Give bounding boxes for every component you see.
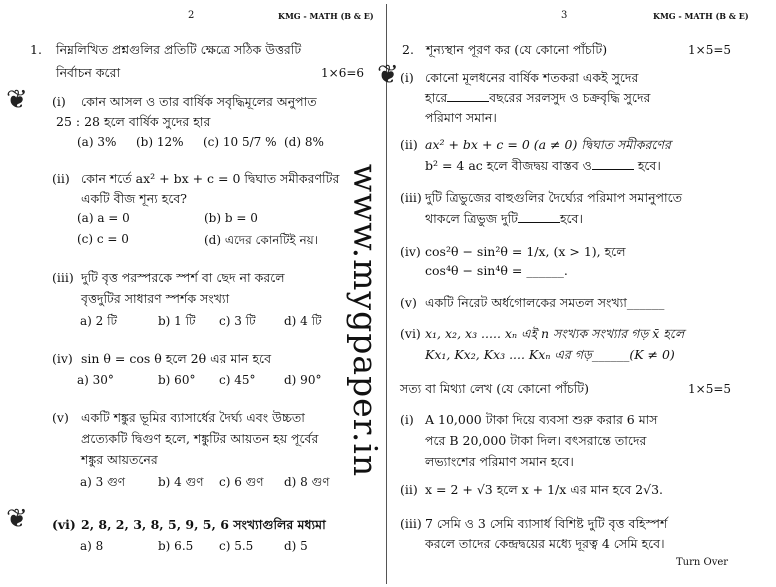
q1-vi-line1: 2, 8, 2, 3, 8, 5, 9, 5, 6 সংখ্যাগুলির মধ্যমা xyxy=(81,517,326,532)
q3-ii-number: (ii) xyxy=(400,482,418,497)
q2-v-number: (v) xyxy=(400,295,417,310)
q3-iii-line2: করলে তাদের কেন্দ্রদ্বয়ের মধ্যে দূরত্ব 4 সেমি হবে। xyxy=(425,536,665,551)
q1-ii-option-c: (c) c = 0 xyxy=(77,232,129,246)
q1-v-number: (v) xyxy=(52,410,69,425)
q2-i-line3: পরিমাণ সমান। xyxy=(425,110,497,125)
q1-vi-number: (vi) xyxy=(52,517,76,532)
q1-text-line1: নিম্নলিখিত প্রশ্নগুলির প্রতিটি ক্ষেত্রে সঠিক উত্তরটি xyxy=(56,42,302,57)
q2-i-line2: হারে বছরের সরলসুদ ও চক্রবৃদ্ধি সুদের xyxy=(425,90,651,105)
q1-vi-option-a: a) 8 xyxy=(80,539,104,553)
header-right: KMG - MATH (B & E) xyxy=(653,11,749,21)
q3-i-number: (i) xyxy=(400,412,414,427)
q1-vi-option-c: c) 5.5 xyxy=(219,539,254,553)
q1-number: 1. xyxy=(30,42,42,57)
q1-i-option-d: (d) 8% xyxy=(284,135,324,149)
q1-iv-option-a: a) 30° xyxy=(77,373,114,387)
q1-ii-number: (ii) xyxy=(52,171,70,186)
q1-iii-line2: বৃত্তদুটির সাধারণ স্পর্শক সংখ্যা xyxy=(81,291,230,306)
q2-iii-line1: দুটি ত্রিভুজের বাহুগুলির দৈর্ঘ্যের পরিমাপ সমানুপাতে xyxy=(425,190,683,205)
q3-ii-line1: x = 2 + √3 হলে x + 1/x এর মান হবে 2√3. xyxy=(425,482,663,497)
page-divider xyxy=(386,4,387,584)
q1-ii-line2: একটি বীজ শূন্য হবে? xyxy=(81,191,188,206)
handwritten-tick-mark: ❦ xyxy=(377,60,399,90)
q1-i-line2: 25 : 28 হলে বার্ষিক সুদের হার xyxy=(56,114,211,129)
q1-iv-line1: sin θ = cos θ হলে 2θ এর মান হবে xyxy=(81,351,272,366)
q2-i-number: (i) xyxy=(400,70,414,85)
q1-vi-option-b: b) 6.5 xyxy=(158,539,194,553)
handwritten-tick-mark: ❦ xyxy=(6,85,28,115)
q2-vi-line1: x₁, x₂, x₃ ..... xₙ এই n সংখ্যক সংখ্যার গড় x̄ হলে xyxy=(425,326,685,341)
q1-iii-option-d: d) 4 টি xyxy=(284,314,322,328)
q1-iii-option-a: a) 2 টি xyxy=(80,314,118,328)
q3-iii-line1: 7 সেমি ও 3 সেমি ব্যাসার্ধ বিশিষ্ট দুটি বৃত্ত বহিস্পর্শ xyxy=(425,516,668,531)
q2-iii-number: (iii) xyxy=(400,190,422,205)
page-number-right: 3 xyxy=(561,10,568,21)
q1-ii-option-a: (a) a = 0 xyxy=(77,211,130,225)
q2-marks: 1×5=5 xyxy=(688,43,732,57)
q1-ii-line1: কোন শর্তে ax² + bx + c = 0 দ্বিঘাত সমীকরণটির xyxy=(81,171,340,186)
q1-text-line2: নির্বাচন করো xyxy=(56,65,121,80)
q1-v-line3: শঙ্কুর আয়তনের xyxy=(81,452,158,467)
q2-number: 2. xyxy=(402,42,414,57)
q2-vi-number: (vi) xyxy=(400,326,421,341)
q2-ii-line2: b² = 4 ac হলে বীজদ্বয় বাস্তব ও হবে। xyxy=(425,158,661,173)
q1-vi-option-d: d) 5 xyxy=(284,539,308,553)
q1-ii-option-b: (b) b = 0 xyxy=(204,211,258,225)
watermark: www.mygpaper.in xyxy=(346,163,386,477)
q1-iv-number: (iv) xyxy=(52,351,73,366)
q3-i-line1: A 10,000 টাকা দিয়ে ব্যবসা শুরু করার 6 মাস xyxy=(425,412,658,427)
q1-iii-option-b: b) 1 টি xyxy=(158,314,196,328)
q1-v-option-d: d) 8 গুণ xyxy=(284,475,330,489)
q2-iii-line2: থাকলে ত্রিভুজ দুটি হবে। xyxy=(425,211,583,226)
q1-v-option-b: b) 4 গুণ xyxy=(158,475,204,489)
q1-v-option-a: a) 3 গুণ xyxy=(80,475,125,489)
q1-marks: 1×6=6 xyxy=(321,66,365,80)
q3-i-line2: পরে B 20,000 টাকা দিল। বৎসরান্তে তাদের xyxy=(425,433,647,448)
q3-iii-number: (iii) xyxy=(400,516,422,531)
q2-vi-line2: Kx₁, Kx₂, Kx₃ .... Kxₙ এর গড়______(K ≠ 0) xyxy=(425,347,675,362)
q2-iv-line2: cos⁴θ − sin⁴θ = ______. xyxy=(425,263,568,278)
q1-i-number: (i) xyxy=(52,94,66,109)
q1-iii-option-c: c) 3 টি xyxy=(219,314,256,328)
q1-v-line1: একটি শঙ্কুর ভূমির ব্যাসার্ধের দৈর্ঘ্য এবং উচ্চতা xyxy=(81,410,305,425)
q1-i-option-b: (b) 12% xyxy=(136,135,184,149)
q1-v-option-c: c) 6 গুণ xyxy=(219,475,264,489)
q2-text: শূন্যস্থান পূরণ কর (যে কোনো পাঁচটি) xyxy=(426,42,608,57)
q2-i-line1: কোনো মূলধনের বার্ষিক শতকরা একই সুদের xyxy=(425,70,639,85)
q2-v-line1: একটি নিরেট অর্ধগোলকের সমতল সংখ্যা______ xyxy=(425,295,665,310)
q2-ii-line1: ax² + bx + c = 0 (a ≠ 0) দ্বিঘাত সমীকরণের xyxy=(425,137,671,152)
q1-ii-option-d: (d) এদের কোনটিই নয়। xyxy=(204,233,318,247)
page-number-left: 2 xyxy=(188,10,195,21)
q1-iv-option-b: b) 60° xyxy=(158,373,196,387)
q2-iv-line1: cos²θ − sin²θ = 1/x, (x > 1), হলে xyxy=(425,244,626,259)
q3-text: সত্য বা মিথ্যা লেখ (যে কোনো পাঁচটি) xyxy=(400,381,589,396)
q2-ii-number: (ii) xyxy=(400,137,418,152)
q1-v-line2: প্রত্যেকটি দ্বিগুণ হলে, শঙ্কুটির আয়তন হয় পূর্বের xyxy=(81,431,319,446)
q1-i-option-c: (c) 10 5/7 % xyxy=(203,135,277,149)
q1-iv-option-d: d) 90° xyxy=(284,373,322,387)
q1-iii-line1: দুটি বৃত্ত পরস্পরকে স্পর্শ বা ছেদ না করলে xyxy=(81,270,285,285)
q2-iv-number: (iv) xyxy=(400,244,421,259)
handwritten-tick-mark: ❦ xyxy=(6,504,28,534)
q1-iii-number: (iii) xyxy=(52,270,74,285)
q3-marks: 1×5=5 xyxy=(688,382,732,396)
q3-i-line3: লভ্যাংশের পরিমাণ সমান হবে। xyxy=(425,454,574,469)
turn-over-note: Turn Over xyxy=(676,557,729,568)
q1-i-option-a: (a) 3% xyxy=(77,135,117,149)
q1-i-line1: কোন আসল ও তার বার্ষিক সবৃদ্ধিমূলের অনুপাত xyxy=(81,94,317,109)
header-left: KMG - MATH (B & E) xyxy=(278,11,374,21)
q1-iv-option-c: c) 45° xyxy=(219,373,256,387)
